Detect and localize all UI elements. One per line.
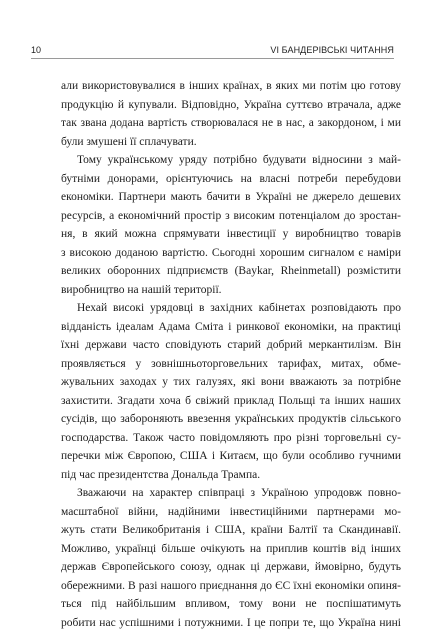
text-line: жуть стати Великобританія і США, країни Балтії та Скандинавії. <box>61 521 401 540</box>
text-line: великих оборонних підприємств (Baykar, Rheinmetall) розмістити <box>61 262 401 281</box>
running-title: VI БАНДЕРІВСЬКІ ЧИТАННЯ <box>270 45 394 55</box>
text-line: Зважаючи на характер співпраці з Україною упродовж повно- <box>61 484 401 503</box>
text-line: бутніми донорами, орієнтуючись на власні потреби перебудови <box>61 170 401 189</box>
text-line: з високою доданою вартістю. Сьогодні хорошим сигналом є наміри <box>61 244 401 263</box>
text-line: масштабної війни, надійними інвестиційними партнерами мо- <box>61 503 401 522</box>
text-line: ня, в який можна спрямувати інвестиції у виробництво товарів <box>61 225 401 244</box>
text-line: али використовувалися в інших країнах, в яких ми потім цю готову <box>61 77 401 96</box>
page-number: 10 <box>31 45 41 55</box>
text-line: ться під найбільшим впливом, тому вони не поспішатимуть <box>61 595 401 614</box>
text-line: ресурсів, а економічний простір з високим потенціалом до зростан- <box>61 207 401 226</box>
text-line: держав Європейського союзу, однак ці держави, ймовірно, будуть <box>61 558 401 577</box>
text-line: Можливо, українці більше очікують на приплив коштів від інших <box>61 540 401 559</box>
text-line: перечки між Європою, США і Китаєм, що були особливо гучними <box>61 447 401 466</box>
text-line: виробництво на нашій території. <box>61 281 401 300</box>
text-line: їхні держави часто сповідують старий добрий меркантилізм. Він <box>61 336 401 355</box>
text-line: захистити. Згадати хоча б свіжий приклад Польщі та інших наших <box>61 392 401 411</box>
text-line: робити нас успішними і потужними. І це попри те, що Україна нині <box>61 614 401 632</box>
text-line: Тому українському уряду потрібно будувати відносини з май- <box>61 151 401 170</box>
text-line: проявляється у зовнішньоторговельних тарифах, митах, обме- <box>61 355 401 374</box>
text-line: так звана додана вартість створювалася не в нас, а закордоном, і ми <box>61 114 401 133</box>
page-header <box>31 42 394 59</box>
text-line: господарства. Також часто повідомляють про різні торговельні су- <box>61 429 401 448</box>
text-line: жувальних заходах у тих галузях, які вони вважають за потрібне <box>61 373 401 392</box>
text-line: відданість ідеалам Адама Сміта і ринкової економіки, на практиці <box>61 318 401 337</box>
text-line: сусідів, що забороняють ввезення українських продуктів сільського <box>61 410 401 429</box>
text-line: Нехай високі урядовці в західних кабінетах розповідають про <box>61 299 401 318</box>
body-text <box>61 77 401 632</box>
text-line: продукцію й купували. Відповідно, Україна суттєво втрачала, адже <box>61 96 401 115</box>
text-line: економіки. Партнери мають бачити в Україні не джерело дешевих <box>61 188 401 207</box>
text-line: були змушені її сплачувати. <box>61 133 401 152</box>
text-line: обережними. В разі нашого приєднання до ЄС їхні економіки опиня- <box>61 577 401 596</box>
text-line: під час президентства Дональда Трампа. <box>61 466 401 485</box>
